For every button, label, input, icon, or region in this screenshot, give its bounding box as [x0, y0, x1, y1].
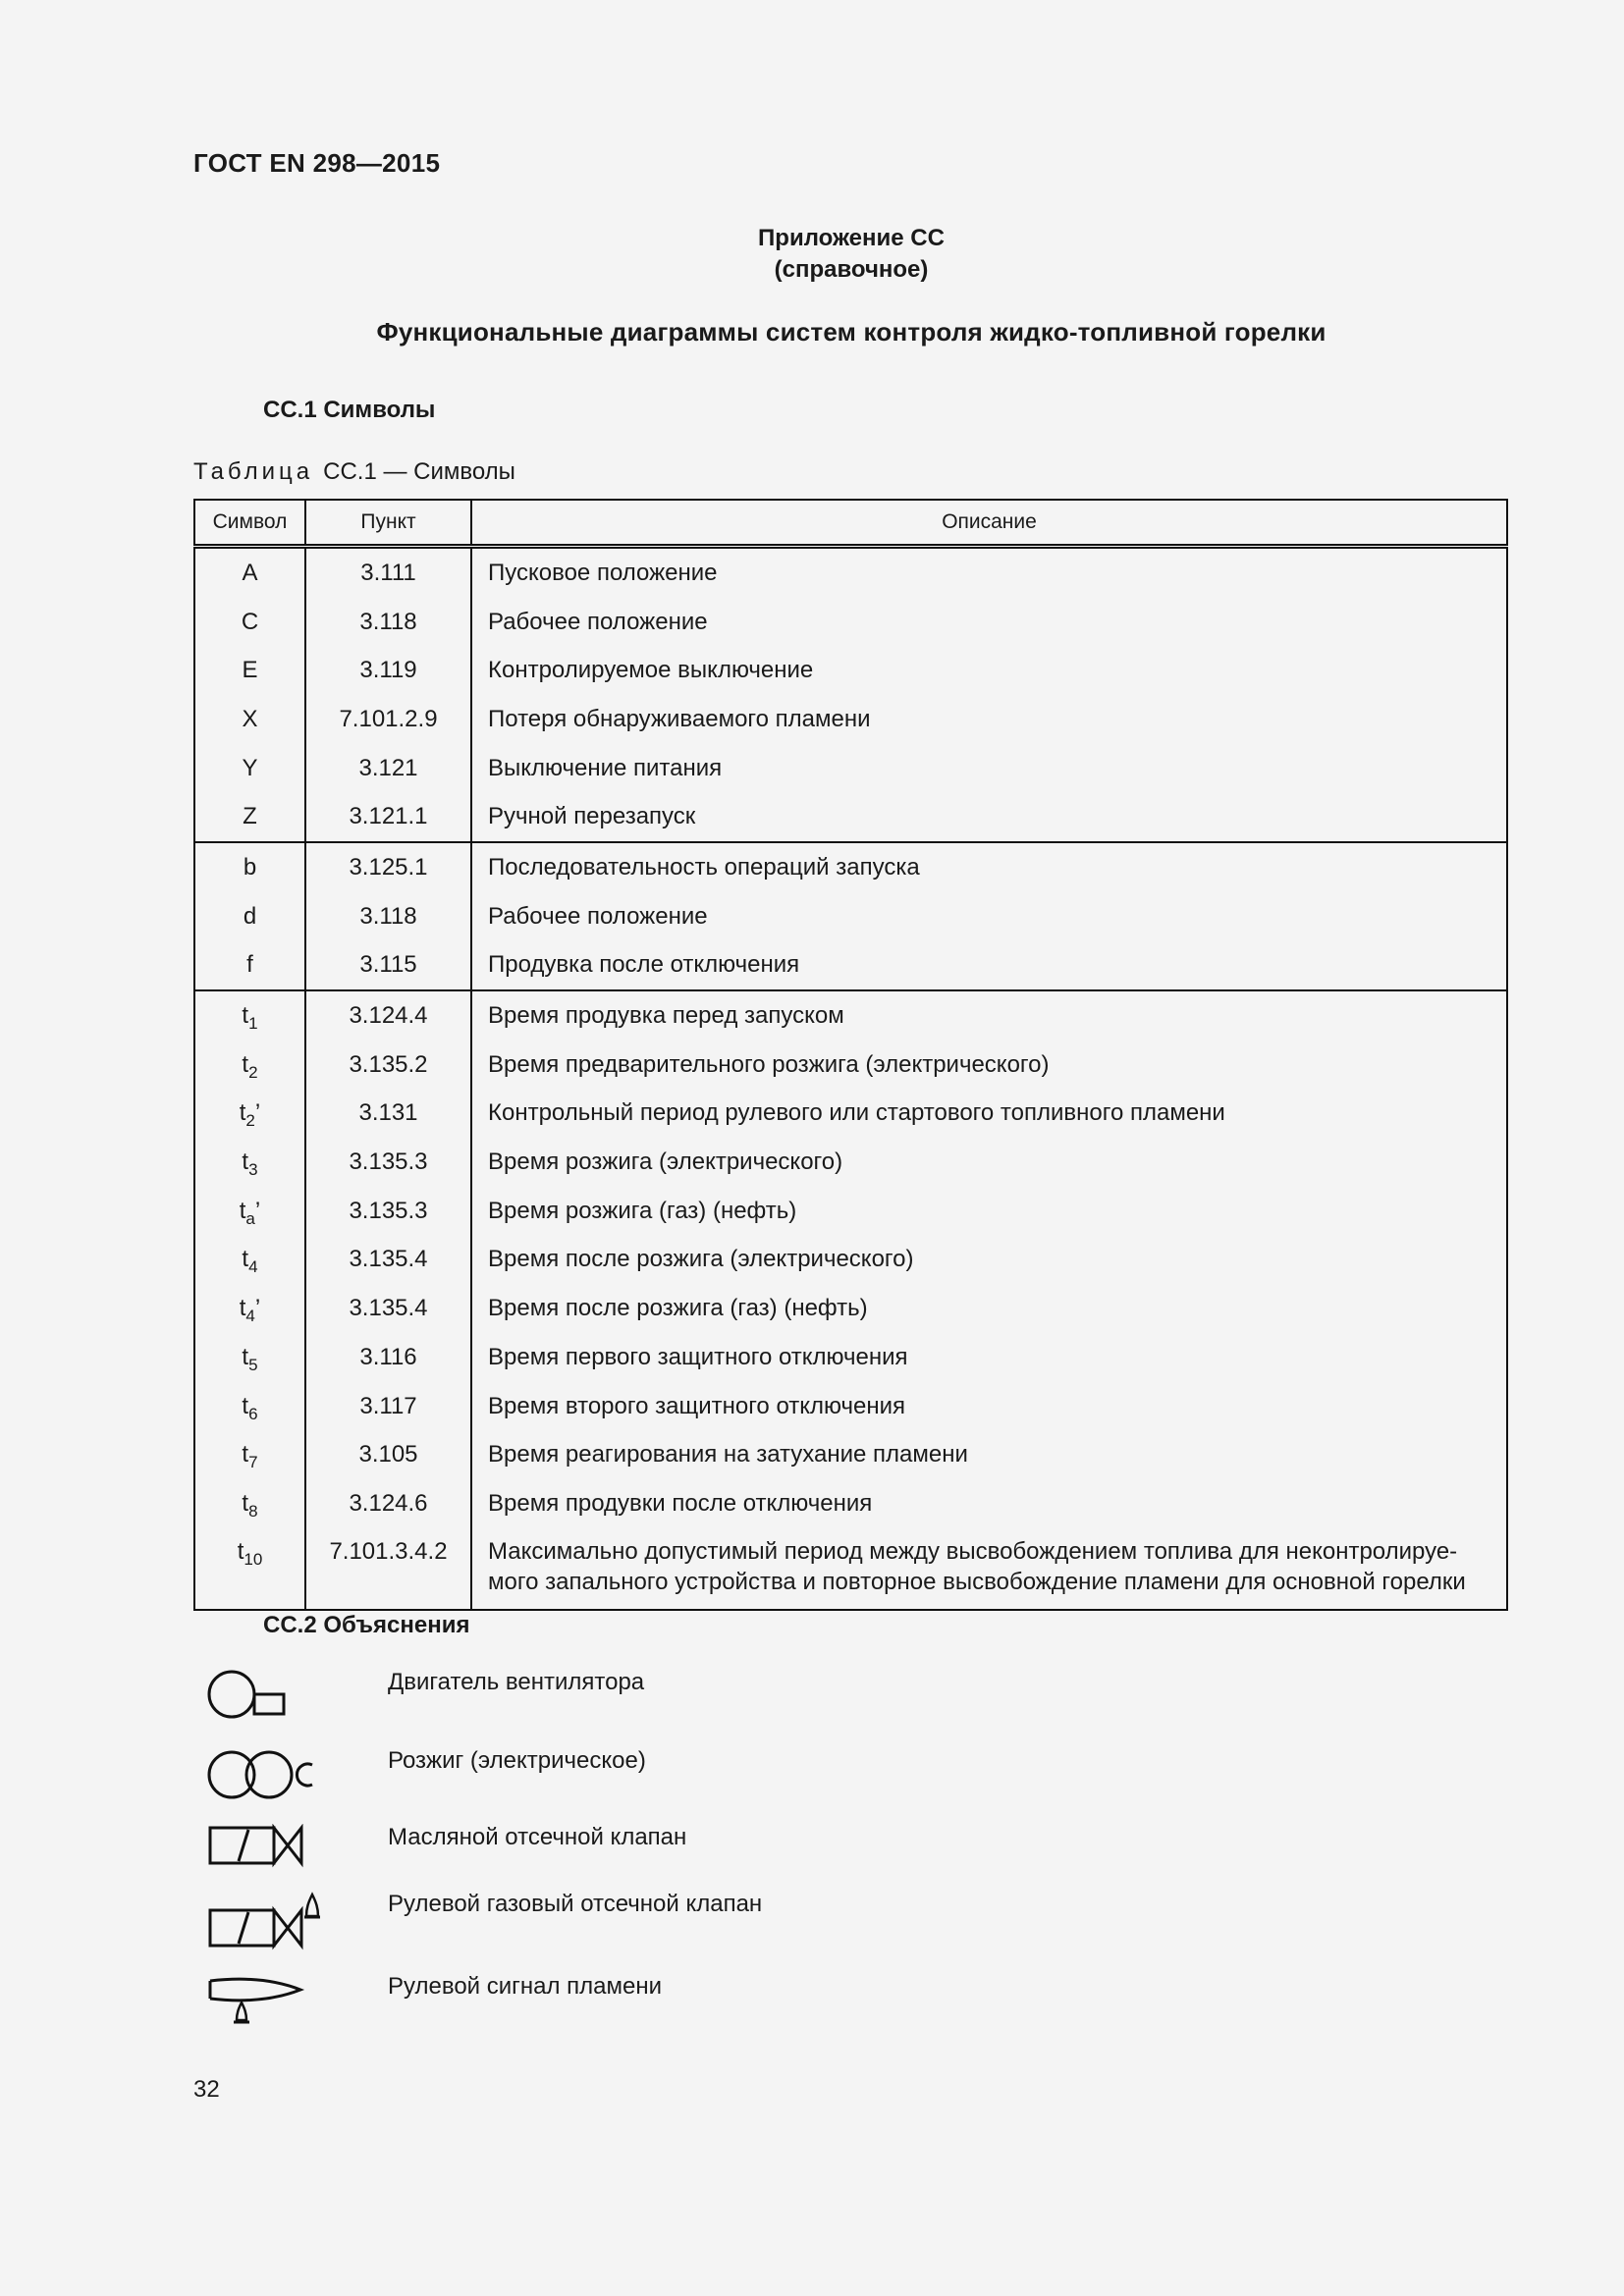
table-row	[194, 792, 1507, 842]
cell-description	[471, 1382, 1507, 1431]
cell-symbol	[194, 1528, 305, 1610]
cell-item: 3.124.6	[305, 1479, 471, 1528]
cell-description	[471, 792, 1507, 842]
description-line: Время первого защитного отключения	[488, 1343, 908, 1370]
symbol-prime: ’	[254, 1197, 261, 1224]
symbol-subscript: 8	[248, 1501, 258, 1521]
header-item: Пункт	[305, 500, 471, 547]
cell-description	[471, 1041, 1507, 1090]
cell-item: 3.135.3	[305, 1187, 471, 1236]
table-row	[194, 941, 1507, 991]
symbol-letter: Z	[243, 803, 257, 830]
cell-symbol	[194, 1236, 305, 1285]
cell-description	[471, 1333, 1507, 1382]
description-line: Ручной перезапуск	[488, 803, 696, 830]
symbol-subscript: 2	[245, 1111, 255, 1131]
symbol-letter: t	[237, 1537, 244, 1565]
symbols-table	[193, 499, 1508, 1611]
pilot-flame-signal-icon	[204, 1973, 312, 2028]
fan-motor-icon	[204, 1669, 298, 1720]
cell-symbol	[194, 598, 305, 647]
cell-symbol	[194, 1284, 305, 1333]
cell-item: 3.135.3	[305, 1138, 471, 1187]
description-line: мого запального устройства и повторное высвобождение пламени для основной горелки	[488, 1568, 1466, 1595]
cell-description	[471, 941, 1507, 991]
symbol-letter: t	[242, 1246, 249, 1273]
legend-label: Масляной отсечной клапан	[388, 1824, 687, 1850]
symbol-prime: ’	[254, 1099, 261, 1127]
description-line: Время розжига (электрического)	[488, 1148, 843, 1176]
cell-item: 7.101.2.9	[305, 695, 471, 744]
legend-label: Рулевой сигнал пламени	[388, 1973, 663, 2000]
annex-subtitle: (справочное)	[774, 256, 929, 283]
cell-item: 3.117	[305, 1382, 471, 1431]
cell-item: 3.121	[305, 744, 471, 793]
symbol-subscript: 10	[244, 1549, 263, 1569]
description-line: Выключение питания	[488, 754, 723, 781]
symbol-subscript: 4	[245, 1307, 255, 1326]
symbol-letter: t	[239, 1099, 246, 1127]
table-row	[194, 744, 1507, 793]
cell-description	[471, 1138, 1507, 1187]
cell-symbol	[194, 792, 305, 842]
pilot-gas-shutoff-valve-icon	[204, 1891, 322, 1951]
description-line: Время после розжига (газ) (нефть)	[488, 1295, 868, 1322]
table-row	[194, 1236, 1507, 1285]
legend-label: Двигатель вентилятора	[388, 1669, 645, 1695]
symbol-letter: t	[242, 1343, 249, 1370]
symbol-subscript: 3	[248, 1160, 258, 1180]
description-line: Максимально допустимый период между высвобождением топлива для неконтролируе-	[488, 1537, 1458, 1565]
annex-main-title: Функциональные диаграммы систем контроля жидко-топливной горелки	[376, 317, 1326, 347]
description-line: Контролируемое выключение	[488, 657, 814, 684]
cell-item: 3.125.1	[305, 842, 471, 892]
cell-description	[471, 744, 1507, 793]
table-caption-word: Таблица	[193, 458, 314, 485]
header-description: Описание	[471, 500, 1507, 547]
cell-description	[471, 695, 1507, 744]
cell-item: 3.131	[305, 1090, 471, 1139]
table-row	[194, 1187, 1507, 1236]
cell-symbol	[194, 941, 305, 991]
description-line: Продувка после отключения	[488, 951, 800, 979]
cell-symbol	[194, 547, 305, 598]
cell-item: 3.118	[305, 598, 471, 647]
cell-item: 3.111	[305, 547, 471, 598]
symbol-subscript: 4	[248, 1257, 258, 1277]
cell-symbol	[194, 1090, 305, 1139]
table-row	[194, 695, 1507, 744]
symbol-letter: d	[243, 902, 257, 930]
cell-symbol	[194, 1041, 305, 1090]
symbol-letter: b	[243, 853, 257, 881]
cell-description	[471, 1479, 1507, 1528]
table-row	[194, 1090, 1507, 1139]
oil-shutoff-valve-icon	[204, 1824, 312, 1869]
symbol-letter: A	[242, 559, 258, 586]
page-number: 32	[193, 2076, 220, 2103]
cell-description	[471, 1528, 1507, 1610]
cell-item: 3.115	[305, 941, 471, 991]
description-line: Время реагирования на затухание пламени	[488, 1441, 968, 1468]
table-row	[194, 1479, 1507, 1528]
document-code: ГОСТ EN 298—2015	[193, 148, 441, 178]
symbol-letter: f	[246, 951, 253, 979]
table-row	[194, 1333, 1507, 1382]
table-caption-text: СС.1 — Символы	[323, 458, 515, 485]
symbol-letter: t	[242, 1489, 249, 1517]
section-heading-symbols: СС.1 Символы	[263, 397, 436, 423]
cell-description	[471, 646, 1507, 695]
cell-description	[471, 547, 1507, 598]
cell-description	[471, 1187, 1507, 1236]
cell-symbol	[194, 1138, 305, 1187]
header-symbol: Символ	[194, 500, 305, 547]
cell-item: 3.118	[305, 892, 471, 941]
table-header-row	[194, 500, 1507, 547]
table-row	[194, 547, 1507, 598]
symbol-subscript: 7	[248, 1453, 258, 1472]
cell-item: 7.101.3.4.2	[305, 1528, 471, 1610]
cell-symbol	[194, 744, 305, 793]
symbol-letter: t	[242, 1002, 249, 1030]
symbol-letter: t	[242, 1050, 249, 1078]
cell-item: 3.116	[305, 1333, 471, 1382]
cell-item: 3.135.2	[305, 1041, 471, 1090]
symbol-subscript: 1	[248, 1014, 258, 1034]
legend-label: Рулевой газовый отсечной клапан	[388, 1891, 763, 1917]
symbol-letter: t	[242, 1392, 249, 1419]
cell-item: 3.135.4	[305, 1236, 471, 1285]
cell-description	[471, 892, 1507, 941]
cell-item: 3.119	[305, 646, 471, 695]
table-row	[194, 1430, 1507, 1479]
cell-description	[471, 598, 1507, 647]
description-line: Время продувки после отключения	[488, 1489, 873, 1517]
symbol-letter: t	[242, 1148, 249, 1176]
symbol-letter: Y	[242, 754, 258, 781]
table-row	[194, 1382, 1507, 1431]
cell-symbol	[194, 695, 305, 744]
table-row	[194, 1284, 1507, 1333]
table-row	[194, 1138, 1507, 1187]
description-line: Время предварительного розжига (электрического)	[488, 1050, 1050, 1078]
ignition-icon	[204, 1747, 322, 1802]
cell-symbol	[194, 1430, 305, 1479]
cell-symbol	[194, 1479, 305, 1528]
symbol-letter: E	[242, 657, 258, 684]
description-line: Время продувка перед запуском	[488, 1002, 844, 1030]
table-row	[194, 1041, 1507, 1090]
cell-description	[471, 1430, 1507, 1479]
annex-title: Приложение СС	[758, 225, 945, 251]
description-line: Время розжига (газ) (нефть)	[488, 1197, 797, 1224]
symbol-letter: t	[239, 1197, 246, 1224]
description-line: Время после розжига (электрического)	[488, 1246, 914, 1273]
cell-symbol	[194, 842, 305, 892]
symbol-subscript: 5	[248, 1355, 258, 1374]
cell-item: 3.135.4	[305, 1284, 471, 1333]
table-row	[194, 990, 1507, 1041]
cell-description	[471, 1090, 1507, 1139]
cell-symbol	[194, 646, 305, 695]
table-row	[194, 598, 1507, 647]
table-row	[194, 646, 1507, 695]
cell-symbol	[194, 1333, 305, 1382]
table-row	[194, 842, 1507, 892]
table-row	[194, 1528, 1507, 1610]
cell-symbol	[194, 892, 305, 941]
symbol-letter: t	[242, 1441, 249, 1468]
symbol-letter: C	[241, 608, 259, 635]
cell-description	[471, 1284, 1507, 1333]
table-caption	[193, 458, 515, 486]
cell-item: 3.124.4	[305, 990, 471, 1041]
description-line: Пусковое положение	[488, 559, 718, 586]
cell-description	[471, 1236, 1507, 1285]
cell-symbol	[194, 1187, 305, 1236]
description-line: Рабочее положение	[488, 902, 708, 930]
section-heading-explanations: СС.2 Объяснения	[263, 1612, 470, 1638]
symbol-prime: ’	[254, 1295, 261, 1322]
symbol-subscript: 2	[248, 1062, 258, 1082]
table-row	[194, 892, 1507, 941]
symbol-letter: t	[239, 1295, 246, 1322]
symbol-subscript: a	[245, 1208, 255, 1228]
description-line: Последовательность операций запуска	[488, 853, 920, 881]
description-line: Время второго защитного отключения	[488, 1392, 906, 1419]
cell-symbol	[194, 990, 305, 1041]
cell-item: 3.105	[305, 1430, 471, 1479]
cell-symbol	[194, 1382, 305, 1431]
description-line: Потеря обнаруживаемого пламени	[488, 705, 871, 732]
symbol-letter: X	[242, 705, 258, 732]
legend-label: Розжиг (электрическое)	[388, 1747, 646, 1774]
symbol-subscript: 6	[248, 1404, 258, 1423]
cell-description	[471, 990, 1507, 1041]
cell-description	[471, 842, 1507, 892]
description-line: Рабочее положение	[488, 608, 708, 635]
cell-item: 3.121.1	[305, 792, 471, 842]
description-line: Контрольный период рулевого или стартового топливного пламени	[488, 1099, 1225, 1127]
